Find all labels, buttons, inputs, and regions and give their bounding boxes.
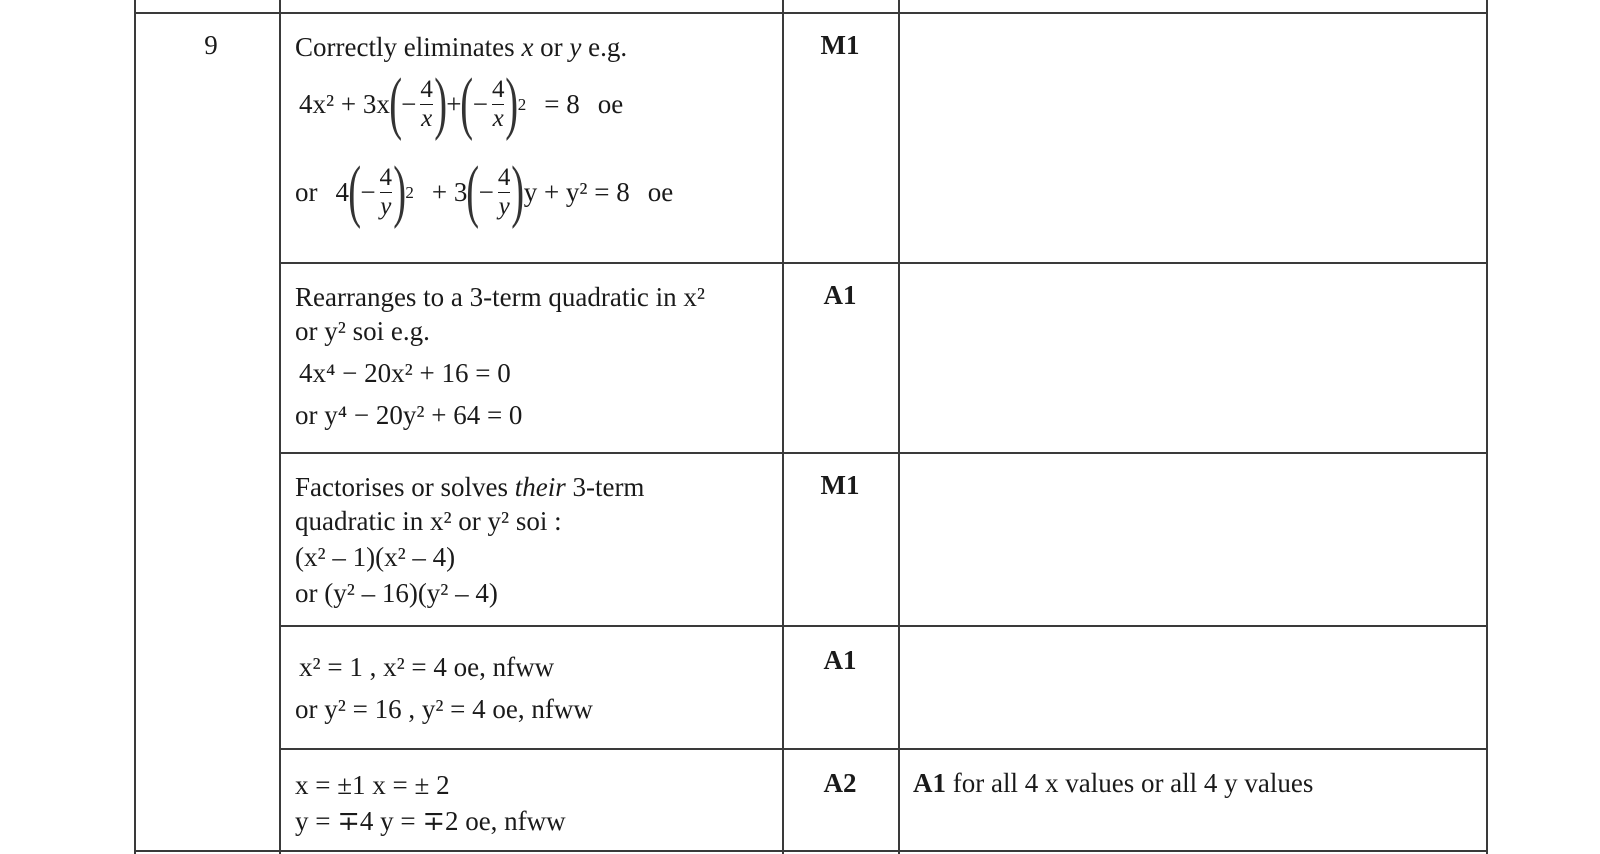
mark-row-1: M1 (820, 30, 860, 60)
answer-cell-row-2 (295, 280, 775, 445)
grid-right-border (1486, 0, 1488, 854)
row-5-line-2: y = ∓4 y = ∓2 oe, nfww (295, 806, 566, 836)
grid-column-divider (898, 0, 900, 854)
row-2-line-1: Rearranges to a 3-term quadratic in x² (295, 282, 705, 312)
row-3-line-3: (x² – 1)(x² – 4) (295, 542, 456, 572)
answer-cell-row-3 (295, 470, 775, 620)
mark-row-4: A1 (823, 645, 857, 675)
row-2-line-2: or y² soi e.g. (295, 316, 430, 346)
row-divider (279, 625, 1488, 627)
grid-left-border (134, 0, 136, 854)
row-divider (279, 452, 1488, 454)
answer-cell-row-4 (295, 650, 775, 745)
row-5-line-1: x = ±1 x = ± 2 (295, 770, 450, 800)
row-4-line-2: or y² = 16 , y² = 4 oe, nfww (295, 694, 593, 724)
row-1-intro: Correctly eliminates x or y e.g. (295, 32, 628, 62)
guidance-row-5: A1 for all 4 x values or all 4 y values (913, 768, 1314, 798)
answer-cell-row-1 (295, 30, 775, 255)
row-divider (279, 748, 1488, 750)
grid-column-divider (279, 0, 281, 854)
mark-row-3: M1 (820, 470, 860, 500)
grid-top-line (134, 12, 1488, 14)
question-number: 9 (204, 30, 218, 60)
row-3-line-1: Factorises or solves their 3-term (295, 472, 645, 502)
row-2-line-3: 4x⁴ − 20x² + 16 = 0 (299, 358, 511, 388)
mark-row-5: A2 (823, 768, 857, 798)
mark-row-2: A1 (823, 280, 857, 310)
answer-cell-row-5 (295, 768, 775, 848)
row-divider (279, 262, 1488, 264)
row-1-equation-x: 4x² + 3x ( − $\frac{4}{x}$ ) + ( − $\frac{4}{x}$ ) 2 = 8 oe (299, 65, 624, 142)
row-3-line-4: or (y² – 16)(y² – 4) (295, 578, 498, 608)
row-2-line-4: or y⁴ − 20y² + 64 = 0 (295, 400, 523, 430)
row-4-line-1: x² = 1 , x² = 4 oe, nfww (299, 652, 555, 682)
grid-column-divider (782, 0, 784, 854)
grid-bottom-line (134, 850, 1488, 852)
row-1-equation-y: or 4 ( − $\frac{4}{y}$ ) 2 + 3 ( − $\frac{4}{y}$ ) y + y² = 8 oe (295, 153, 674, 230)
row-3-line-2: quadratic in x² or y² soi : (295, 506, 562, 536)
